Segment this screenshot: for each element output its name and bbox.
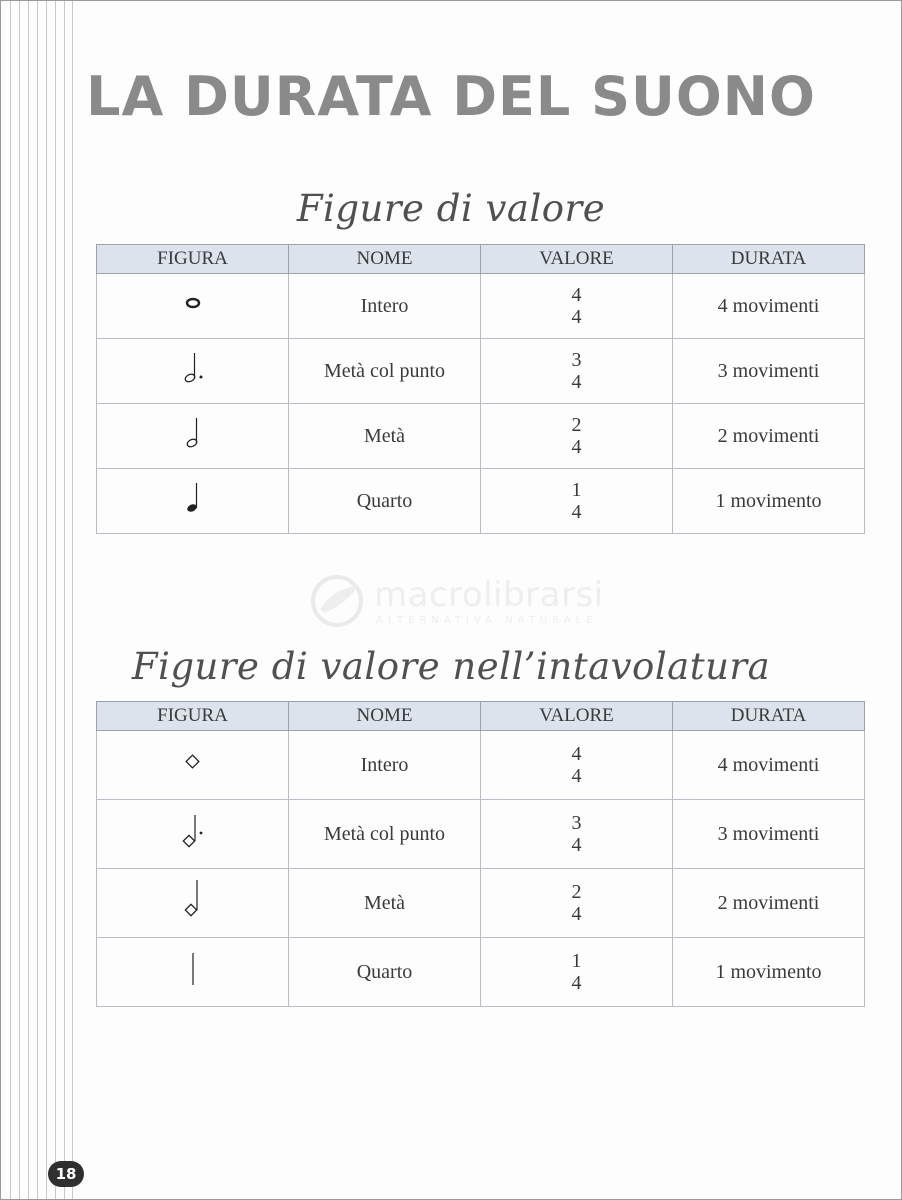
value-fraction: 1 4 <box>571 950 582 994</box>
col-header-nome: NOME <box>289 702 481 731</box>
value-fraction: 4 4 <box>571 743 582 787</box>
note-duration: 4 movimenti <box>673 274 865 339</box>
page-title: LA DURATA DEL SUONO <box>86 65 816 128</box>
note-name: Intero <box>289 731 481 800</box>
tab-dotted-half-icon <box>178 811 208 857</box>
col-header-durata: DURATA <box>673 245 865 274</box>
tab-durations-table <box>96 701 865 1007</box>
table-row <box>97 731 865 800</box>
staff-margin-lines <box>1 1 81 1199</box>
tab-half-icon <box>180 878 206 928</box>
tab-whole-icon <box>181 750 205 780</box>
note-name: Quarto <box>289 938 481 1007</box>
note-duration: 1 movimento <box>673 469 865 534</box>
note-duration: 2 movimenti <box>673 869 865 938</box>
note-name: Metà <box>289 869 481 938</box>
note-name: Intero <box>289 274 481 339</box>
note-name: Quarto <box>289 469 481 534</box>
col-header-nome: NOME <box>289 245 481 274</box>
note-duration: 2 movimenti <box>673 404 865 469</box>
quarter-note-icon <box>182 481 204 521</box>
watermark-tagline: ALTERNATIVA NATURALE <box>376 615 598 626</box>
value-fraction: 1 4 <box>571 479 582 523</box>
value-fraction: 2 4 <box>571 414 582 458</box>
watermark <box>306 573 606 633</box>
tab-quarter-icon <box>188 951 198 993</box>
note-duration: 3 movimenti <box>673 800 865 869</box>
col-header-valore: VALORE <box>481 702 673 731</box>
watermark-logo-icon <box>306 573 368 629</box>
half-note-icon <box>182 416 204 456</box>
whole-note-icon <box>183 293 203 319</box>
table-row <box>97 938 865 1007</box>
dotted-half-note-icon <box>180 351 206 391</box>
value-fraction: 4 4 <box>571 284 582 328</box>
durations-table <box>96 244 865 534</box>
note-duration: 4 movimenti <box>673 731 865 800</box>
table-row <box>97 869 865 938</box>
section-subtitle-tab: Figure di valore nell’intavolatura <box>131 645 771 688</box>
note-duration: 3 movimenti <box>673 339 865 404</box>
note-duration: 1 movimento <box>673 938 865 1007</box>
table-header-row <box>97 702 865 731</box>
col-header-durata: DURATA <box>673 702 865 731</box>
page-number-badge: 18 <box>48 1161 84 1187</box>
table-row <box>97 404 865 469</box>
table-row <box>97 469 865 534</box>
value-fraction: 3 4 <box>571 812 582 856</box>
col-header-figura: FIGURA <box>97 245 289 274</box>
section-subtitle-figure: Figure di valore <box>296 187 606 230</box>
table-row <box>97 800 865 869</box>
table-header-row <box>97 245 865 274</box>
note-name: Metà col punto <box>289 339 481 404</box>
watermark-brand: macrolibrarsi <box>374 575 604 615</box>
table-row <box>97 339 865 404</box>
table-row <box>97 274 865 339</box>
value-fraction: 2 4 <box>571 881 582 925</box>
col-header-figura: FIGURA <box>97 702 289 731</box>
col-header-valore: VALORE <box>481 245 673 274</box>
note-name: Metà col punto <box>289 800 481 869</box>
value-fraction: 3 4 <box>571 349 582 393</box>
note-name: Metà <box>289 404 481 469</box>
